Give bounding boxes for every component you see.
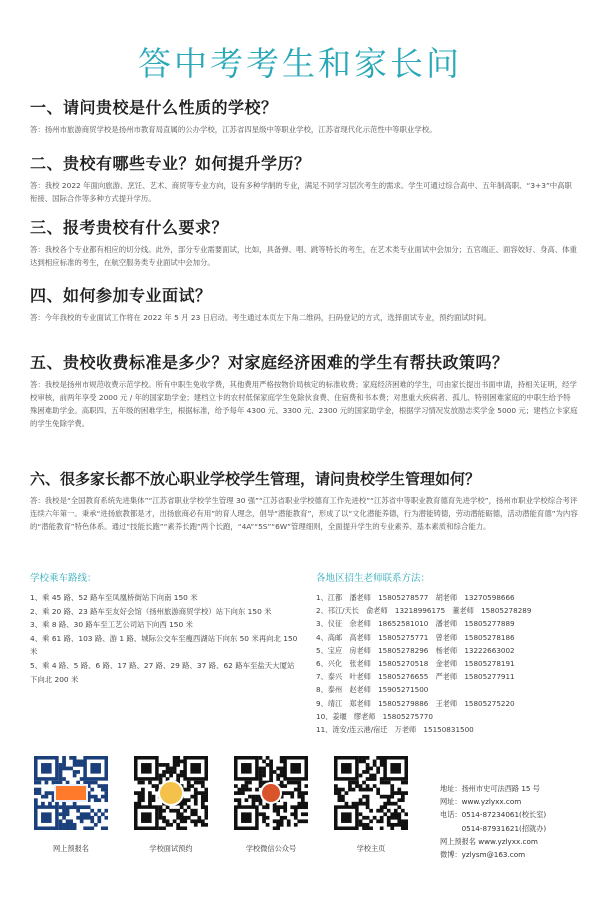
- question-3: 三、报考贵校有什么要求？: [30, 218, 229, 237]
- route-item: 2、乘 20 路、23 路车至友好会馆（扬州旅游商贸学校）站下向东 150 米: [30, 606, 272, 616]
- qa-section-2: [30, 153, 578, 205]
- qr-code-icon: [334, 756, 408, 830]
- contact-item: 5、宝应 房老师 15805278296 杨老师 13222663002: [316, 645, 515, 655]
- school-address: [440, 782, 590, 861]
- qr-label: 学校面试预约: [149, 844, 193, 853]
- info-section: [30, 572, 578, 742]
- route-item: 1、乘 45 路、52 路车至凤凰桥街站下向南 150 米: [30, 593, 198, 602]
- answer-2: 答：我校 2022 年面向旅游、烹饪、艺术、商贸等专业方向，设有多种学制的专业，满足不同学习层次考生的需求。学生可通过综合高中、五年制高职、“3+3”中高职衔接、国际合作等多种方式提升学历。: [30, 181, 572, 203]
- question-5: 五、贵校收费标准是多少？对家庭经济困难的学生有帮扶政策吗？: [30, 353, 509, 372]
- contacts-heading: 各地区招生老师联系方法：: [316, 573, 431, 584]
- phone-line: 0514-87931621(招就办): [440, 823, 547, 833]
- qr-code-row: [30, 756, 450, 866]
- qa-section-5: [30, 352, 578, 430]
- website-line[interactable]: 网址：www.yzlyxx.com: [440, 797, 522, 807]
- qa-section-6: [30, 468, 578, 533]
- qa-section-3: [30, 217, 578, 269]
- question-6: 六、很多家长都不放心职业学校学生管理，请问贵校学生管理如何？: [30, 470, 481, 488]
- contact-item: 4、高邮 高老师 15805275771 曾老师 15805278186: [316, 632, 515, 642]
- qr-label: 学校主页: [356, 844, 386, 853]
- answer-1: 答：扬州市旅游商贸学校是扬州市教育局直属的公办学校，江苏省四星级中等职业学校，江苏省现代化示范性中等职业学校。: [30, 125, 437, 134]
- qa-section-4: [30, 285, 578, 324]
- qr-wechat[interactable]: [230, 756, 312, 854]
- answer-6: 答：我校是“全国教育系统先进集体”“江苏省职业学校学生管理 30 强”“江苏省职业学校德育工作先进校”“江苏省中等职业教育德育先进学校”，扬州市职业学校综合考评连续六年第一。秉承“进扬旅教都是才，出扬旅商必有用”的育人理念，倡导“潜能教育”，形成了以“文化潜能养德，行为潜能铸德，劳动潜能砺德，活动潜能育德”为内容的“潜能教育”特色体系。通过“技能长跑”“素养长跑”两个长跑，“4A”“5S”“6W”管理细则，全面提升学生的专业素养、基本素质和综合能力。: [30, 496, 578, 531]
- question-2: 二、贵校有哪些专业？如何提升学历？: [30, 154, 311, 173]
- qr-homepage[interactable]: [330, 756, 412, 854]
- qr-label: 网上预报名: [53, 844, 89, 853]
- bus-routes: [30, 572, 300, 686]
- qa-section-1: [30, 97, 578, 136]
- answer-3: 答：我校各个专业都有相应的切分线。此外，部分专业需要面试，比如，具备弹、唱、跳等特长的考生，在艺术类专业面试中会加分；五官端正、面容姣好、身高、体重达到相应标准的考生，在航空服务类专业面试中会加分。: [30, 245, 577, 267]
- qr-preregister[interactable]: [30, 756, 112, 854]
- weibo-line: 微博：yzlysm@163.com: [440, 850, 526, 860]
- question-1: 一、请问贵校是什么性质的学校？: [30, 98, 278, 117]
- question-4: 四、如何参加专业面试？: [30, 286, 212, 305]
- contact-item: 2、邗江/天长 俞老师 13218996175 董老师 15805278289: [316, 606, 532, 616]
- answer-4: 答：今年我校的专业面试工作将在 2022 年 5 月 23 日启动。考生通过本页左下角二维码，扫码登记的方式，选择面试专业，预约面试时间。: [30, 313, 491, 322]
- route-item: 4、乘 61 路、103 路、游 1 路、城际公交车至瘦西湖站下向东 50 米再向北 150 米: [30, 633, 298, 657]
- page-title: 答中考考生和家长问: [138, 44, 462, 83]
- qr-code-icon: [134, 756, 208, 830]
- route-item: 3、乘 8 路、30 路车至工艺公司站下向西 150 米: [30, 620, 193, 630]
- route-item: 5、乘 4 路、5 路、6 路、17 路、27 路、29 路、37 路、62 路车至盐天大厦站下向北 200 米: [30, 660, 295, 684]
- teacher-contacts: [316, 572, 578, 736]
- qr-label: 学校微信公众号: [245, 844, 297, 853]
- qr-interview[interactable]: [130, 756, 212, 854]
- contact-item: 1、江都 潘老师 15805278577 胡老师 13270598666: [316, 593, 515, 602]
- qr-code-icon: [34, 756, 108, 830]
- routes-heading: 学校乘车路线：: [30, 573, 97, 584]
- contact-item: 7、泰兴 叶老师 15805276655 严老师 15805277911: [316, 672, 515, 682]
- contact-item: 11、涟安/连云港/宿迁 万老师 15150831500: [316, 725, 474, 735]
- contact-item: 6、兴化 张老师 15805270518 金老师 15805278191: [316, 659, 515, 669]
- address-line: 地址：扬州市史可法西路 15 号: [440, 784, 540, 793]
- webreg-line[interactable]: 网上预报名 www.yzlyxx.com: [440, 836, 538, 846]
- contact-item: 8、泰州 赵老师 15905271500: [316, 685, 429, 695]
- contact-item: 10、姜堰 缪老师 15805275770: [316, 711, 433, 721]
- phone-line: 电话：0514-87234061(校长室): [440, 810, 547, 820]
- answer-5: 答：我校是扬州市规范收费示范学校。所有中职生免收学费，其他费用严格按物价局核定的标准收费；家庭经济困难的学生，可由家长提出书面申请，持相关证明，经学校审核，前两年享受 2000 元 / 年的国家助学金；建档立卡的农村低保家庭学生免除伙食费、住宿费和书本费；对患重大疾病者、孤儿、特别困难家庭的中职生给予特殊困难助学金。高职四、五年级的困难学生，根据标准，给予每年 4300 元、3300 元、2300 元的国家助学金，根据学习情况发放励志奖学金 5000 元；建档立卡家庭的学生免除学费。: [30, 380, 578, 428]
- contact-item: 3、仪征 余老师 18652581010 潘老师 15805277889: [316, 619, 515, 629]
- qr-code-icon: [234, 756, 308, 830]
- contact-item: 9、靖江 郑老师 15805279886 王老师 15805275220: [316, 698, 515, 708]
